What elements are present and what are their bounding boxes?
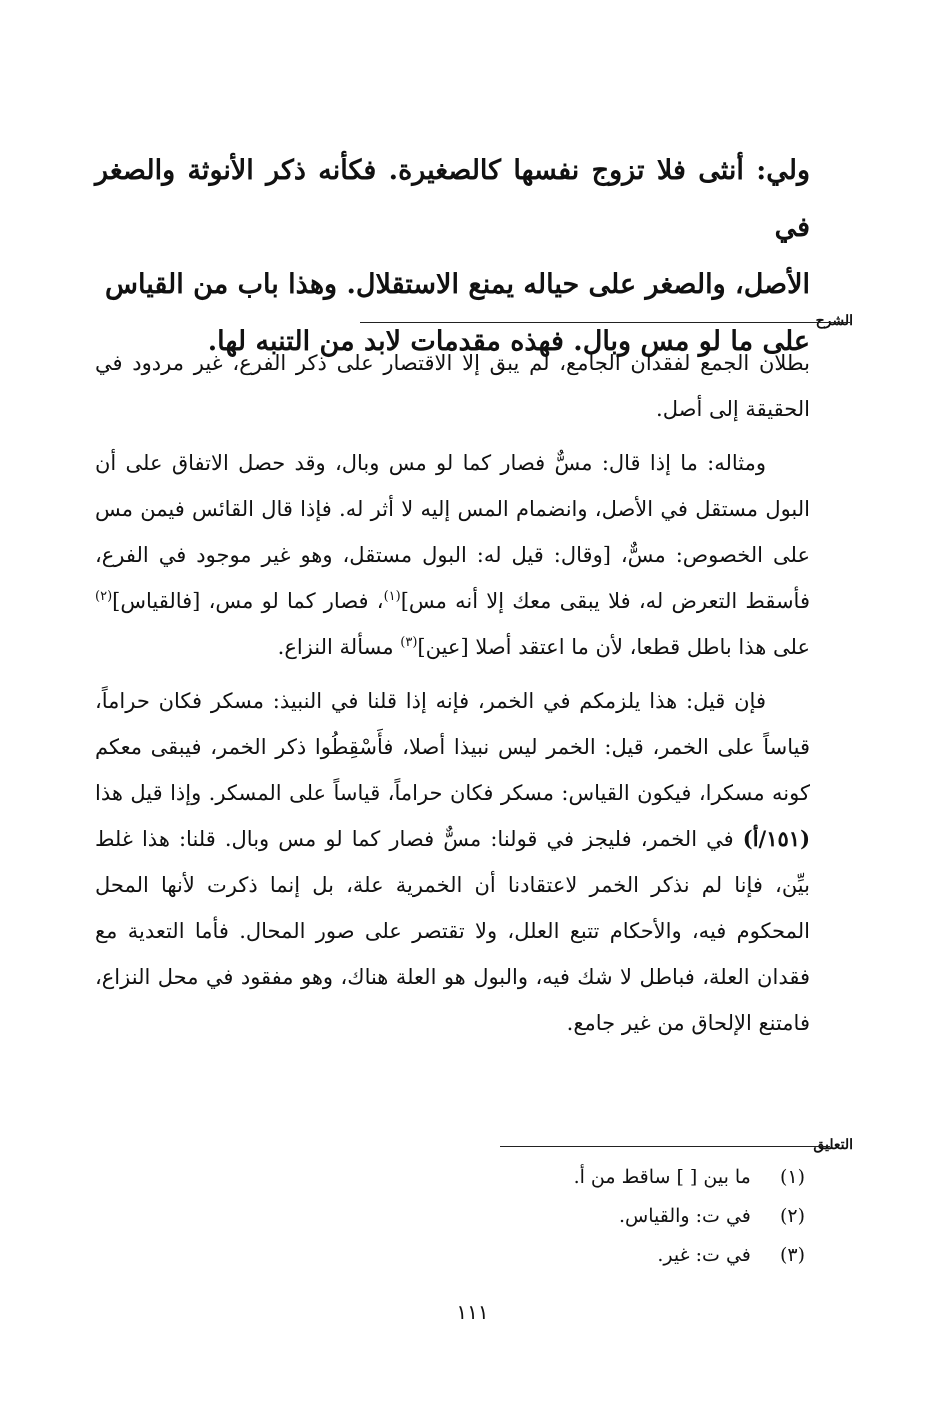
sharh-text <box>95 340 810 1046</box>
footnote-item <box>205 1197 805 1236</box>
footnote-number: (٣) <box>779 1244 805 1266</box>
footnote-text: في ت: والقياس. <box>618 1205 751 1227</box>
page-number: ١١١ <box>456 1300 489 1324</box>
matn-text <box>95 142 810 370</box>
footnote-ref-2[interactable]: (٢) <box>95 589 113 604</box>
manuscript-folio-ref: (١٥١/أ) <box>742 826 810 851</box>
footnote-number: (١) <box>779 1166 805 1188</box>
footnotes-label: التعليق <box>813 1137 853 1153</box>
footnote-ref-1[interactable]: (١) <box>383 589 401 604</box>
footnote-text: ما بين [ ] ساقط من أ. <box>573 1166 751 1188</box>
footnote-number: (٢) <box>779 1205 805 1227</box>
matn-line: على ما لو مس وبال. فهذه مقدمات لابد من التنبه لها. <box>207 326 810 357</box>
sharh-paragraph-2: ومثاله: ما إذا قال: مسٌّ فصار كما لو مس وبال، وقد حصل الاتفاق على أن البول مستقل في الأصل، وانضمام المس إليه لا أثر له. فإذا قال القائس فيمن مس على الخصوص: مسٌّ، [وقال: قيل له: البول مستقل، وهو غير موجود في الفرع، فأسقط التعرض له، فلا يبقى معك إلا أنه مس]$^{(١)}$، فصار كما لو مس، [فالقياس]$^{(٢)}$ على هذا باطل قطعا، لأن ما اعتقد أصلا [عين]$^{(٣)}$ مسألة النزاع. <box>95 451 810 659</box>
sharh-paragraph-3: فإن قيل: هذا يلزمكم في الخمر، فإنه إذا قلنا في النبيذ: مسكر فكان حراماً، قياساً على الخمر، قيل: الخمر ليس نبيذا أصلا، فأَسْقِطُوا ذكر الخمر، فيبقى معكم كونه مسكرا، فيكون القياس: مسكر فكان حراماً، قياساً على المسكر. وإذا قيل هذا (١٥١/أ) في الخمر، فليجز في قولنا: مسٌّ فصار كما لو مس وبال. قلنا: هذا غلط بيِّن، فإنا لم نذكر الخمر لاعتقادنا أن الخمرية علة، بل إنما ذكرت لأنها المحل المحكوم فيه، والأحكام تتبع العلل، ولا تقتصر على صور المحال. فأما التعدية مع فقدان العلة، فباطل لا شك فيه، والبول هو العلة هناك، وهو مفقود في محل النزاع، فامتنع الإلحاق من غير جامع. <box>95 689 810 1035</box>
footnotes-divider <box>500 1146 830 1147</box>
footnote-item <box>205 1236 805 1275</box>
matn-line: ولي: أنثى فلا تزوج نفسها كالصغيرة. فكأنه ذكر الأنوثة والصغر في <box>95 155 810 243</box>
sharh-label: الشرح <box>815 313 853 329</box>
footnotes-list <box>205 1158 805 1275</box>
sharh-divider <box>360 322 850 323</box>
footnote-item <box>205 1158 805 1197</box>
footnote-ref-3[interactable]: (٣) <box>400 635 418 650</box>
footnote-text: في ت: غير. <box>657 1244 751 1266</box>
matn-line: الأصل، والصغر على حياله يمنع الاستقلال. وهذا باب من القياس <box>105 269 810 300</box>
sharh-paragraph-1: بطلان الجمع لفقدان الجامع، لم يبق إلا الاقتصار على ذكر الفرع، غير مردود في الحقيقة إلى أصل. <box>95 351 810 421</box>
